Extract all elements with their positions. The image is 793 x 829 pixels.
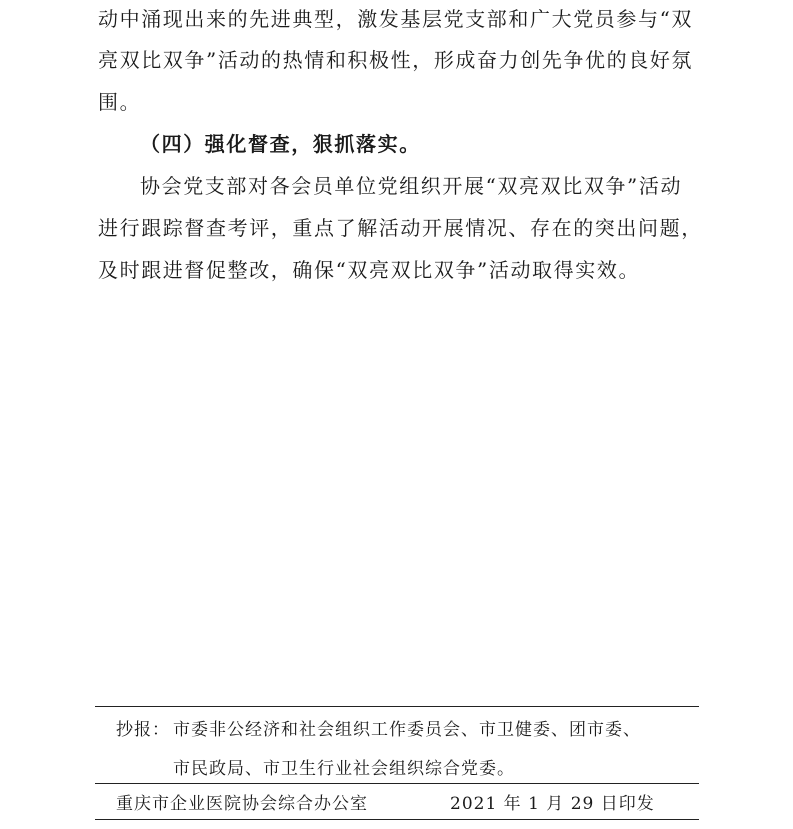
cc-recipients-line: 市民政局、市卫生行业社会组织综合党委。 [173,759,515,779]
footer-bottom-rule [95,819,699,820]
issuer-name: 重庆市企业医院协会综合办公室 [116,794,368,814]
paragraph-line: 围。 [98,90,142,114]
section-heading: （四）强化督查，狠抓落实。 [140,132,421,156]
paragraph-line: 亮双比双争”活动的热情和积极性，形成奋力创先争优的良好氛 [98,48,694,72]
cc-recipients-line: 市委非公经济和社会组织工作委员会、市卫健委、团市委、 [173,720,641,740]
paragraph-line: 协会党支部对各会员单位党组织开展“双亮双比双争”活动 [140,174,683,198]
paragraph-line: 进行跟踪督查考评，重点了解活动开展情况、存在的突出问题， [98,216,703,240]
footer-middle-rule [95,783,699,784]
cc-label: 抄报： [116,720,170,740]
paragraph-line: 及时跟进督促整改，确保“双亮双比双争”活动取得实效。 [98,258,641,282]
footer-top-rule [95,706,699,707]
paragraph-line: 动中涌现出来的先进典型，激发基层党支部和广大党员参与“双 [98,7,694,31]
issue-date: 2021 年 1 月 29 日印发 [450,794,655,814]
